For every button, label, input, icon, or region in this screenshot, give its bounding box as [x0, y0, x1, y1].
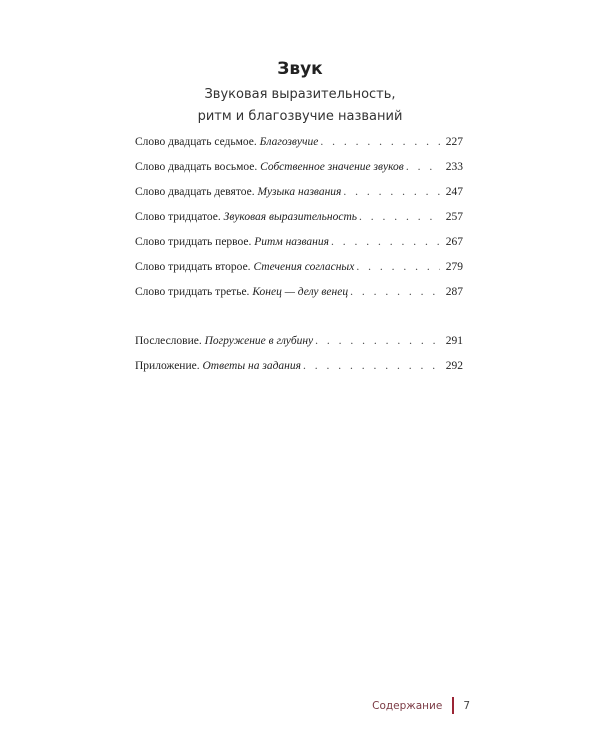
entry-title: Ритм названия	[254, 236, 329, 248]
toc-entry[interactable]	[135, 136, 463, 152]
entry-page: 279	[445, 261, 463, 273]
entry-title: Музыка названия	[257, 186, 342, 198]
entry-page: 247	[445, 186, 463, 198]
entry-page: 257	[445, 211, 463, 223]
footer-section-label: Содержание	[372, 699, 443, 712]
leader-dots	[320, 136, 439, 148]
entry-title: Погружение в глубину	[204, 335, 314, 347]
entry-prefix: Слово двадцать восьмое.	[135, 161, 258, 173]
entry-title: Ответы на задания	[202, 360, 301, 372]
page-number: 7	[463, 699, 470, 712]
toc-entry[interactable]	[135, 186, 463, 202]
entry-prefix: Приложение.	[135, 360, 200, 372]
entry-title: Собственное значение звуков	[260, 161, 404, 173]
leader-dots	[315, 335, 440, 347]
footer-divider	[452, 697, 454, 714]
entry-page: 287	[445, 286, 463, 298]
section-subtitle-line-1: Звуковая выразительность,	[204, 87, 396, 102]
entry-prefix: Слово двадцать девятое.	[135, 186, 255, 198]
leader-dots	[343, 186, 439, 198]
entry-page: 233	[445, 161, 463, 173]
toc-entry[interactable]	[135, 335, 463, 351]
entry-prefix: Слово тридцать второе.	[135, 261, 251, 273]
entry-prefix: Слово тридцать третье.	[135, 286, 250, 298]
leader-dots	[359, 211, 440, 223]
toc-entry[interactable]	[135, 211, 463, 227]
entry-page: 267	[445, 236, 463, 248]
toc-entry[interactable]	[135, 286, 463, 302]
toc-entry[interactable]	[135, 360, 463, 376]
entry-title: Стечения согласных	[253, 261, 355, 273]
entry-title: Конец — делу венец	[252, 286, 349, 298]
section-title: Звук	[277, 59, 323, 79]
leader-dots	[303, 360, 440, 372]
entry-page: 291	[445, 335, 463, 347]
page-footer	[360, 697, 470, 714]
leader-dots	[350, 286, 440, 298]
entry-prefix: Послесловие.	[135, 335, 202, 347]
entry-prefix: Слово двадцать седьмое.	[135, 136, 257, 148]
toc-entry[interactable]	[135, 261, 463, 277]
toc-entry[interactable]	[135, 236, 463, 252]
leader-dots	[331, 236, 440, 248]
leader-dots	[356, 261, 439, 273]
entry-prefix: Слово тридцатое.	[135, 211, 221, 223]
toc-entry[interactable]	[135, 161, 463, 177]
section-subtitle-line-2: ритм и благозвучие названий	[197, 109, 403, 124]
entry-title: Звуковая выразительность	[223, 211, 357, 223]
entry-prefix: Слово тридцать первое.	[135, 236, 252, 248]
leader-dots	[406, 161, 440, 173]
entry-title: Благозвучие	[259, 136, 319, 148]
entry-page: 227	[445, 136, 463, 148]
entry-page: 292	[445, 360, 463, 372]
